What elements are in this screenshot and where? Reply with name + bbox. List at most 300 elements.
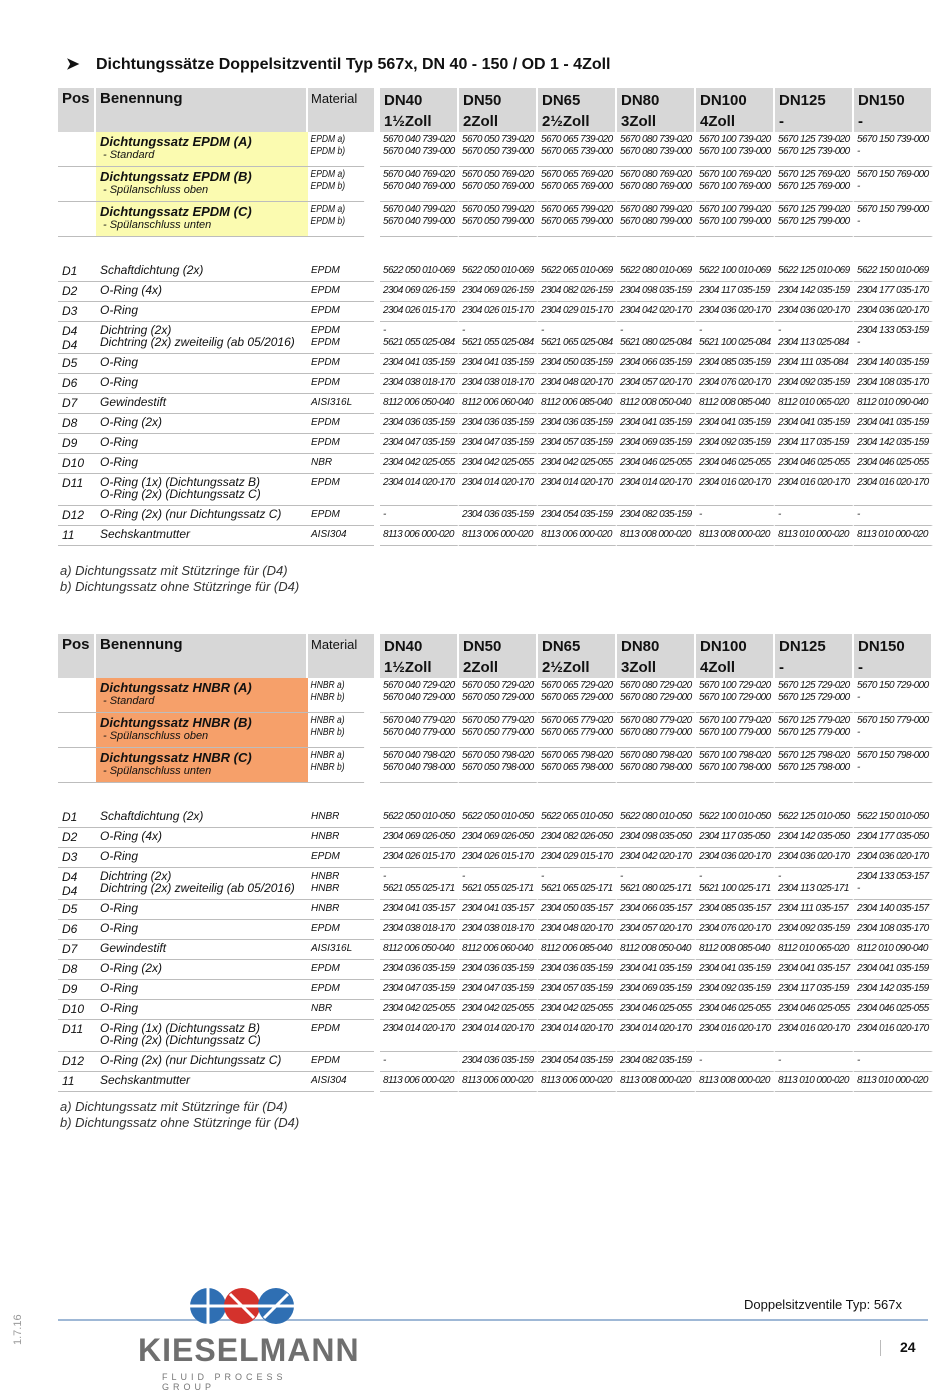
part-name-line: O-Ring [100, 1001, 139, 1015]
header-dn-dn150 [854, 634, 933, 678]
article-number-cell [380, 960, 459, 980]
part-name-line: Dichtring (2x) zweiteilig (ab 05/2016) [100, 881, 295, 895]
part-material-line: HNBR [311, 871, 340, 882]
article-number: 2304 108 035-170 [857, 923, 929, 934]
part-material [308, 868, 374, 900]
article-number: 8112 008 085-040 [699, 943, 770, 954]
part-row [58, 262, 933, 282]
article-number-cell [696, 322, 775, 354]
article-number: - [857, 146, 860, 157]
article-number: 2304 047 035-159 [383, 983, 455, 994]
article-number-cell [854, 868, 933, 900]
part-name [96, 302, 308, 322]
article-number: 2304 038 018-170 [383, 923, 455, 934]
article-number: 5622 065 010-050 [541, 811, 613, 822]
article-number: 5670 040 739-000 [383, 146, 455, 157]
article-number-cell [459, 828, 538, 848]
position [58, 808, 96, 828]
article-number: 2304 041 035-159 [857, 963, 929, 974]
zoll-label: 3Zoll [621, 659, 657, 676]
article-number: - [620, 871, 623, 882]
material-value: EPDM b) [310, 181, 346, 192]
position-line: D4 [62, 870, 78, 884]
article-number-cell [380, 434, 459, 454]
part-name [96, 374, 308, 394]
part-material [308, 506, 374, 526]
footer-text: Doppelsitzventile Typ: 567x [744, 1297, 903, 1312]
article-number: - [857, 337, 860, 348]
article-number-cell [617, 713, 696, 748]
part-material [308, 374, 374, 394]
article-number-cell [617, 1072, 696, 1092]
position-line: D6 [62, 376, 78, 390]
article-number: 8113 010 000-020 [857, 529, 928, 540]
article-number: 2304 041 035-159 [699, 417, 771, 428]
material-value: HNBR a) [310, 715, 345, 726]
article-number-cell [538, 713, 617, 748]
part-material [308, 900, 374, 920]
article-number: 5670 065 779-020 [541, 715, 613, 726]
article-number-cell [696, 1020, 775, 1052]
article-number-cell [775, 1000, 854, 1020]
article-number-cell [617, 132, 696, 167]
article-number: 8113 008 000-020 [620, 529, 691, 540]
article-number-cell [459, 454, 538, 474]
article-number: 5670 050 779-000 [462, 727, 534, 738]
article-number-cell [380, 828, 459, 848]
seal-kit-row [58, 678, 933, 713]
article-number: 2304 047 035-159 [462, 437, 534, 448]
header-dn-dn40 [380, 634, 459, 678]
position [58, 526, 96, 546]
article-number: 2304 133 053-157 [857, 871, 929, 882]
article-number: 2304 140 035-157 [857, 903, 929, 914]
title-text: Dichtungssätze Doppelsitzventil Typ 567x, DN 40 - 150 / OD 1 - 4Zoll [96, 56, 611, 73]
spacer [58, 237, 933, 262]
position-line: D9 [62, 436, 78, 450]
part-row [58, 1000, 933, 1020]
article-number-cell [696, 713, 775, 748]
part-row [58, 980, 933, 1000]
article-number-cell [775, 848, 854, 868]
article-number: 5670 065 769-020 [541, 169, 613, 180]
seal-kit-title: Dichtungssatz EPDM (A) [100, 134, 252, 149]
header-dn-dn125 [775, 634, 854, 678]
article-number: 2304 082 026-050 [541, 831, 613, 842]
material-value: HNBR a) [310, 680, 345, 691]
article-number-cell [459, 354, 538, 374]
article-number-cell [380, 1020, 459, 1052]
position-line: D7 [62, 942, 78, 956]
header-row [58, 88, 933, 132]
part-row [58, 940, 933, 960]
zoll-label: - [858, 659, 863, 676]
article-number-cell [459, 1072, 538, 1092]
article-number: 5670 080 798-020 [620, 750, 692, 761]
article-number-cell [775, 506, 854, 526]
position-line: D4 [62, 324, 78, 338]
part-name [96, 322, 308, 354]
part-material [308, 960, 374, 980]
article-number-cell [380, 506, 459, 526]
part-material-line: AISI304 [311, 529, 347, 540]
article-number: 2304 057 035-159 [541, 437, 613, 448]
article-number-cell [459, 848, 538, 868]
part-name-line: O-Ring [100, 921, 139, 935]
article-number-cell [854, 1020, 933, 1052]
zoll-label: - [779, 659, 784, 676]
part-name [96, 414, 308, 434]
part-name [96, 920, 308, 940]
seal-kit-subtitle: - Spülanschluss oben [103, 184, 209, 196]
part-name-line: Sechskantmutter [100, 1073, 191, 1087]
article-number-cell [538, 828, 617, 848]
part-material [308, 980, 374, 1000]
part-material [308, 474, 374, 506]
article-number-cell [617, 262, 696, 282]
article-number: 5670 080 769-020 [620, 169, 692, 180]
part-name-line: O-Ring (2x) [100, 961, 163, 975]
article-number: 5622 050 010-050 [462, 811, 534, 822]
article-number-cell [696, 434, 775, 454]
article-number-cell [775, 394, 854, 414]
zoll-label: 4Zoll [700, 113, 736, 130]
article-number: 2304 142 035-159 [778, 285, 850, 296]
article-number: 5622 150 010-069 [857, 265, 929, 276]
article-number-cell [459, 748, 538, 783]
article-number-cell [775, 167, 854, 202]
article-number-cell [775, 868, 854, 900]
spacer-row [58, 783, 933, 808]
part-material [308, 828, 374, 848]
article-number: 5670 125 799-020 [778, 204, 850, 215]
article-number-cell [459, 920, 538, 940]
article-number: 5622 065 010-069 [541, 265, 613, 276]
article-number-cell [617, 900, 696, 920]
article-number: 8112 006 050-040 [383, 397, 454, 408]
part-material-line: EPDM [311, 265, 340, 276]
part-material [308, 302, 374, 322]
article-number: - [462, 871, 465, 882]
article-number: 5670 100 769-020 [699, 169, 771, 180]
article-number: 8112 008 050-040 [620, 943, 691, 954]
article-number: - [383, 509, 386, 520]
article-number-cell [696, 748, 775, 783]
part-name-line: O-Ring [100, 375, 139, 389]
article-number: 5621 100 025-084 [699, 337, 771, 348]
position [58, 302, 96, 322]
part-material-line: EPDM [311, 325, 340, 336]
article-number-cell [380, 1000, 459, 1020]
article-number: 8112 010 090-040 [857, 397, 928, 408]
part-material-line: HNBR [311, 903, 340, 914]
epdm-table [58, 88, 933, 546]
article-number: 5670 040 769-000 [383, 181, 455, 192]
article-number: 2304 036 020-170 [857, 851, 929, 862]
article-number: 2304 016 020-170 [857, 1023, 929, 1034]
part-material [308, 394, 374, 414]
article-number: 5670 065 739-020 [541, 134, 613, 145]
material-value: EPDM a) [310, 169, 346, 180]
article-number-cell [775, 1052, 854, 1072]
part-material [308, 354, 374, 374]
article-number: 5670 050 798-000 [462, 762, 534, 773]
part-row [58, 282, 933, 302]
article-number-cell [459, 434, 538, 454]
article-number-cell [854, 960, 933, 980]
article-number-cell [538, 1072, 617, 1092]
article-number: 5670 125 779-020 [778, 715, 850, 726]
article-number-cell [380, 414, 459, 434]
part-name-line: Dichtring (2x) [100, 869, 172, 883]
seal-kit-subtitle: - Standard [103, 695, 155, 707]
dn-label: DN65 [542, 92, 581, 109]
article-number: 2304 117 035-159 [778, 437, 849, 448]
article-number: 5622 125 010-050 [778, 811, 850, 822]
article-number: 5670 080 739-020 [620, 134, 692, 145]
article-number-cell [696, 1072, 775, 1092]
article-number-cell [380, 848, 459, 868]
article-number-cell [380, 808, 459, 828]
material-value: EPDM a) [310, 204, 346, 215]
position-line: D5 [62, 356, 78, 370]
seal-kit-subtitle: - Standard [103, 149, 155, 161]
article-number: 5670 050 729-020 [462, 680, 534, 691]
part-material-line: EPDM [311, 509, 340, 520]
article-number: - [699, 509, 702, 520]
article-number: 2304 042 025-055 [541, 457, 613, 468]
article-number-cell [775, 920, 854, 940]
article-number-cell [854, 202, 933, 237]
article-number: 2304 038 018-170 [462, 923, 534, 934]
header-material: Material [308, 88, 374, 132]
article-number-cell [459, 960, 538, 980]
article-number-cell [854, 713, 933, 748]
part-material-line: EPDM [311, 1023, 340, 1034]
article-number: 8112 008 050-040 [620, 397, 691, 408]
article-number-cell [854, 940, 933, 960]
dn-label: DN100 [700, 92, 747, 109]
article-number: 2304 069 026-159 [462, 285, 534, 296]
article-number: 5670 040 769-020 [383, 169, 455, 180]
article-number: - [778, 871, 781, 882]
part-row [58, 322, 933, 354]
position-line: D2 [62, 284, 78, 298]
article-number-cell [854, 354, 933, 374]
article-number: 5670 125 799-000 [778, 216, 850, 227]
article-number-cell [696, 526, 775, 546]
part-material-line: HNBR [311, 831, 340, 842]
part-material-line: NBR [311, 1003, 333, 1014]
article-number-cell [775, 980, 854, 1000]
page-title [66, 54, 611, 74]
article-number: 2304 047 035-159 [383, 437, 455, 448]
material-value: HNBR b) [310, 727, 345, 738]
dn-label: DN125 [779, 638, 826, 655]
article-number: 2304 082 035-159 [620, 1055, 692, 1066]
article-number-cell [696, 474, 775, 506]
position-line: D12 [62, 1054, 85, 1068]
article-number: 5670 125 769-000 [778, 181, 850, 192]
header-dn-dn100 [696, 88, 775, 132]
article-number-cell [380, 454, 459, 474]
article-number-cell [538, 980, 617, 1000]
part-name [96, 354, 308, 374]
part-name [96, 848, 308, 868]
part-name [96, 960, 308, 980]
date-stamp: 1.7.16 [12, 1314, 24, 1345]
part-name-line: Dichtring (2x) [100, 323, 172, 337]
part-row [58, 374, 933, 394]
note-a: a) Dichtungssatz mit Stützringe für (D4) [60, 1099, 288, 1114]
position [58, 868, 96, 900]
article-number: 5670 040 798-020 [383, 750, 455, 761]
article-number-cell [854, 167, 933, 202]
article-number-cell [775, 434, 854, 454]
article-number-cell [459, 394, 538, 414]
article-number: 2304 066 035-157 [620, 903, 692, 914]
article-number: 2304 069 026-050 [462, 831, 534, 842]
dn-label: DN150 [858, 638, 905, 655]
article-number: - [699, 1055, 702, 1066]
part-name-line: Schaftdichtung (2x) [100, 263, 204, 277]
article-number: 2304 036 020-170 [857, 305, 929, 316]
article-number: 5622 080 010-069 [620, 265, 692, 276]
article-number-cell [696, 678, 775, 713]
article-number: 2304 050 035-157 [541, 903, 613, 914]
header-pos: Pos [58, 634, 96, 678]
article-number: 2304 098 035-159 [620, 285, 692, 296]
article-number: 5621 065 025-084 [541, 337, 613, 348]
article-number-cell [775, 322, 854, 354]
article-number-cell [459, 282, 538, 302]
article-number-cell [380, 940, 459, 960]
article-number: 5622 100 010-050 [699, 811, 771, 822]
part-material-line: EPDM [311, 437, 340, 448]
article-number-cell [617, 1000, 696, 1020]
article-number: 2304 014 020-170 [383, 477, 455, 488]
part-name [96, 940, 308, 960]
article-number: 2304 036 035-159 [383, 417, 455, 428]
part-row [58, 848, 933, 868]
position-line: 11 [62, 1074, 75, 1088]
part-name-line: Sechskantmutter [100, 527, 191, 541]
article-number: 8113 006 000-020 [383, 1075, 454, 1086]
article-number: 8112 006 085-040 [541, 397, 612, 408]
article-number: 5670 040 729-020 [383, 680, 455, 691]
article-number-cell [854, 526, 933, 546]
seal-kit-row [58, 748, 933, 783]
article-number-cell [696, 1000, 775, 1020]
part-row [58, 1072, 933, 1092]
article-number: 2304 041 035-157 [778, 963, 850, 974]
part-material [308, 434, 374, 454]
article-number: 5670 050 779-020 [462, 715, 534, 726]
article-number: 5670 065 799-000 [541, 216, 613, 227]
article-number: - [620, 325, 623, 336]
article-number: 5621 055 025-171 [462, 883, 534, 894]
article-number: - [857, 727, 860, 738]
position-line: D12 [62, 508, 85, 522]
article-number-cell [459, 474, 538, 506]
part-material-line: HNBR [311, 883, 340, 894]
article-number: 2304 014 020-170 [541, 1023, 613, 1034]
article-number-cell [696, 454, 775, 474]
article-number: 2304 092 035-159 [778, 923, 850, 934]
zoll-label: 4Zoll [700, 659, 736, 676]
position [58, 1072, 96, 1092]
article-number: - [541, 871, 544, 882]
part-name-line: O-Ring [100, 303, 139, 317]
dn-label: DN65 [542, 638, 581, 655]
article-number-cell [854, 302, 933, 322]
article-number-cell [538, 808, 617, 828]
part-row [58, 526, 933, 546]
material-value: HNBR a) [310, 750, 345, 761]
article-number: 2304 046 025-055 [857, 1003, 929, 1014]
position-line: D6 [62, 922, 78, 936]
article-number: 8112 006 085-040 [541, 943, 612, 954]
article-number: 2304 041 035-159 [699, 963, 771, 974]
part-material [308, 414, 374, 434]
part-material [308, 454, 374, 474]
spacer-row [58, 237, 933, 262]
article-number-cell [538, 678, 617, 713]
seal-kit-name [96, 713, 308, 748]
article-number: 8112 010 090-040 [857, 943, 928, 954]
part-material [308, 1020, 374, 1052]
article-number: 2304 041 035-159 [620, 417, 692, 428]
article-number: 2304 057 035-159 [541, 983, 613, 994]
article-number-cell [538, 848, 617, 868]
article-number: 2304 054 035-159 [541, 509, 613, 520]
logo-emblem-icon [138, 1286, 338, 1332]
article-number-cell [380, 262, 459, 282]
position [58, 1000, 96, 1020]
article-number: 2304 014 020-170 [620, 1023, 692, 1034]
article-number-cell [538, 302, 617, 322]
note-b: b) Dichtungssatz ohne Stützringe für (D4) [60, 579, 300, 594]
article-number-cell [696, 202, 775, 237]
part-material-line: AISI316L [311, 943, 353, 954]
position [58, 414, 96, 434]
article-number: - [778, 1055, 781, 1066]
article-number: 5670 100 729-020 [699, 680, 771, 691]
position-line: D4 [62, 338, 78, 352]
article-number-cell [380, 374, 459, 394]
article-number-cell [854, 474, 933, 506]
position-line: 11 [62, 528, 75, 542]
article-number: 2304 014 020-170 [541, 477, 613, 488]
part-name-line: Gewindestift [100, 395, 167, 409]
position [58, 506, 96, 526]
article-number: 8113 010 000-020 [778, 529, 849, 540]
part-name-line: O-Ring (2x) (Dichtungssatz C) [100, 1033, 261, 1047]
article-number-cell [775, 678, 854, 713]
article-number: 2304 076 020-170 [699, 923, 771, 934]
article-number: 5670 125 769-020 [778, 169, 850, 180]
article-number: 2304 036 020-170 [699, 851, 771, 862]
article-number: 5670 080 799-000 [620, 216, 692, 227]
article-number-cell [854, 828, 933, 848]
part-name [96, 980, 308, 1000]
article-number: 2304 117 035-159 [699, 285, 770, 296]
kieselmann-logo [138, 1286, 360, 1392]
part-material-line: EPDM [311, 983, 340, 994]
article-number: 5670 100 798-020 [699, 750, 771, 761]
part-material [308, 920, 374, 940]
article-number-cell [538, 132, 617, 167]
